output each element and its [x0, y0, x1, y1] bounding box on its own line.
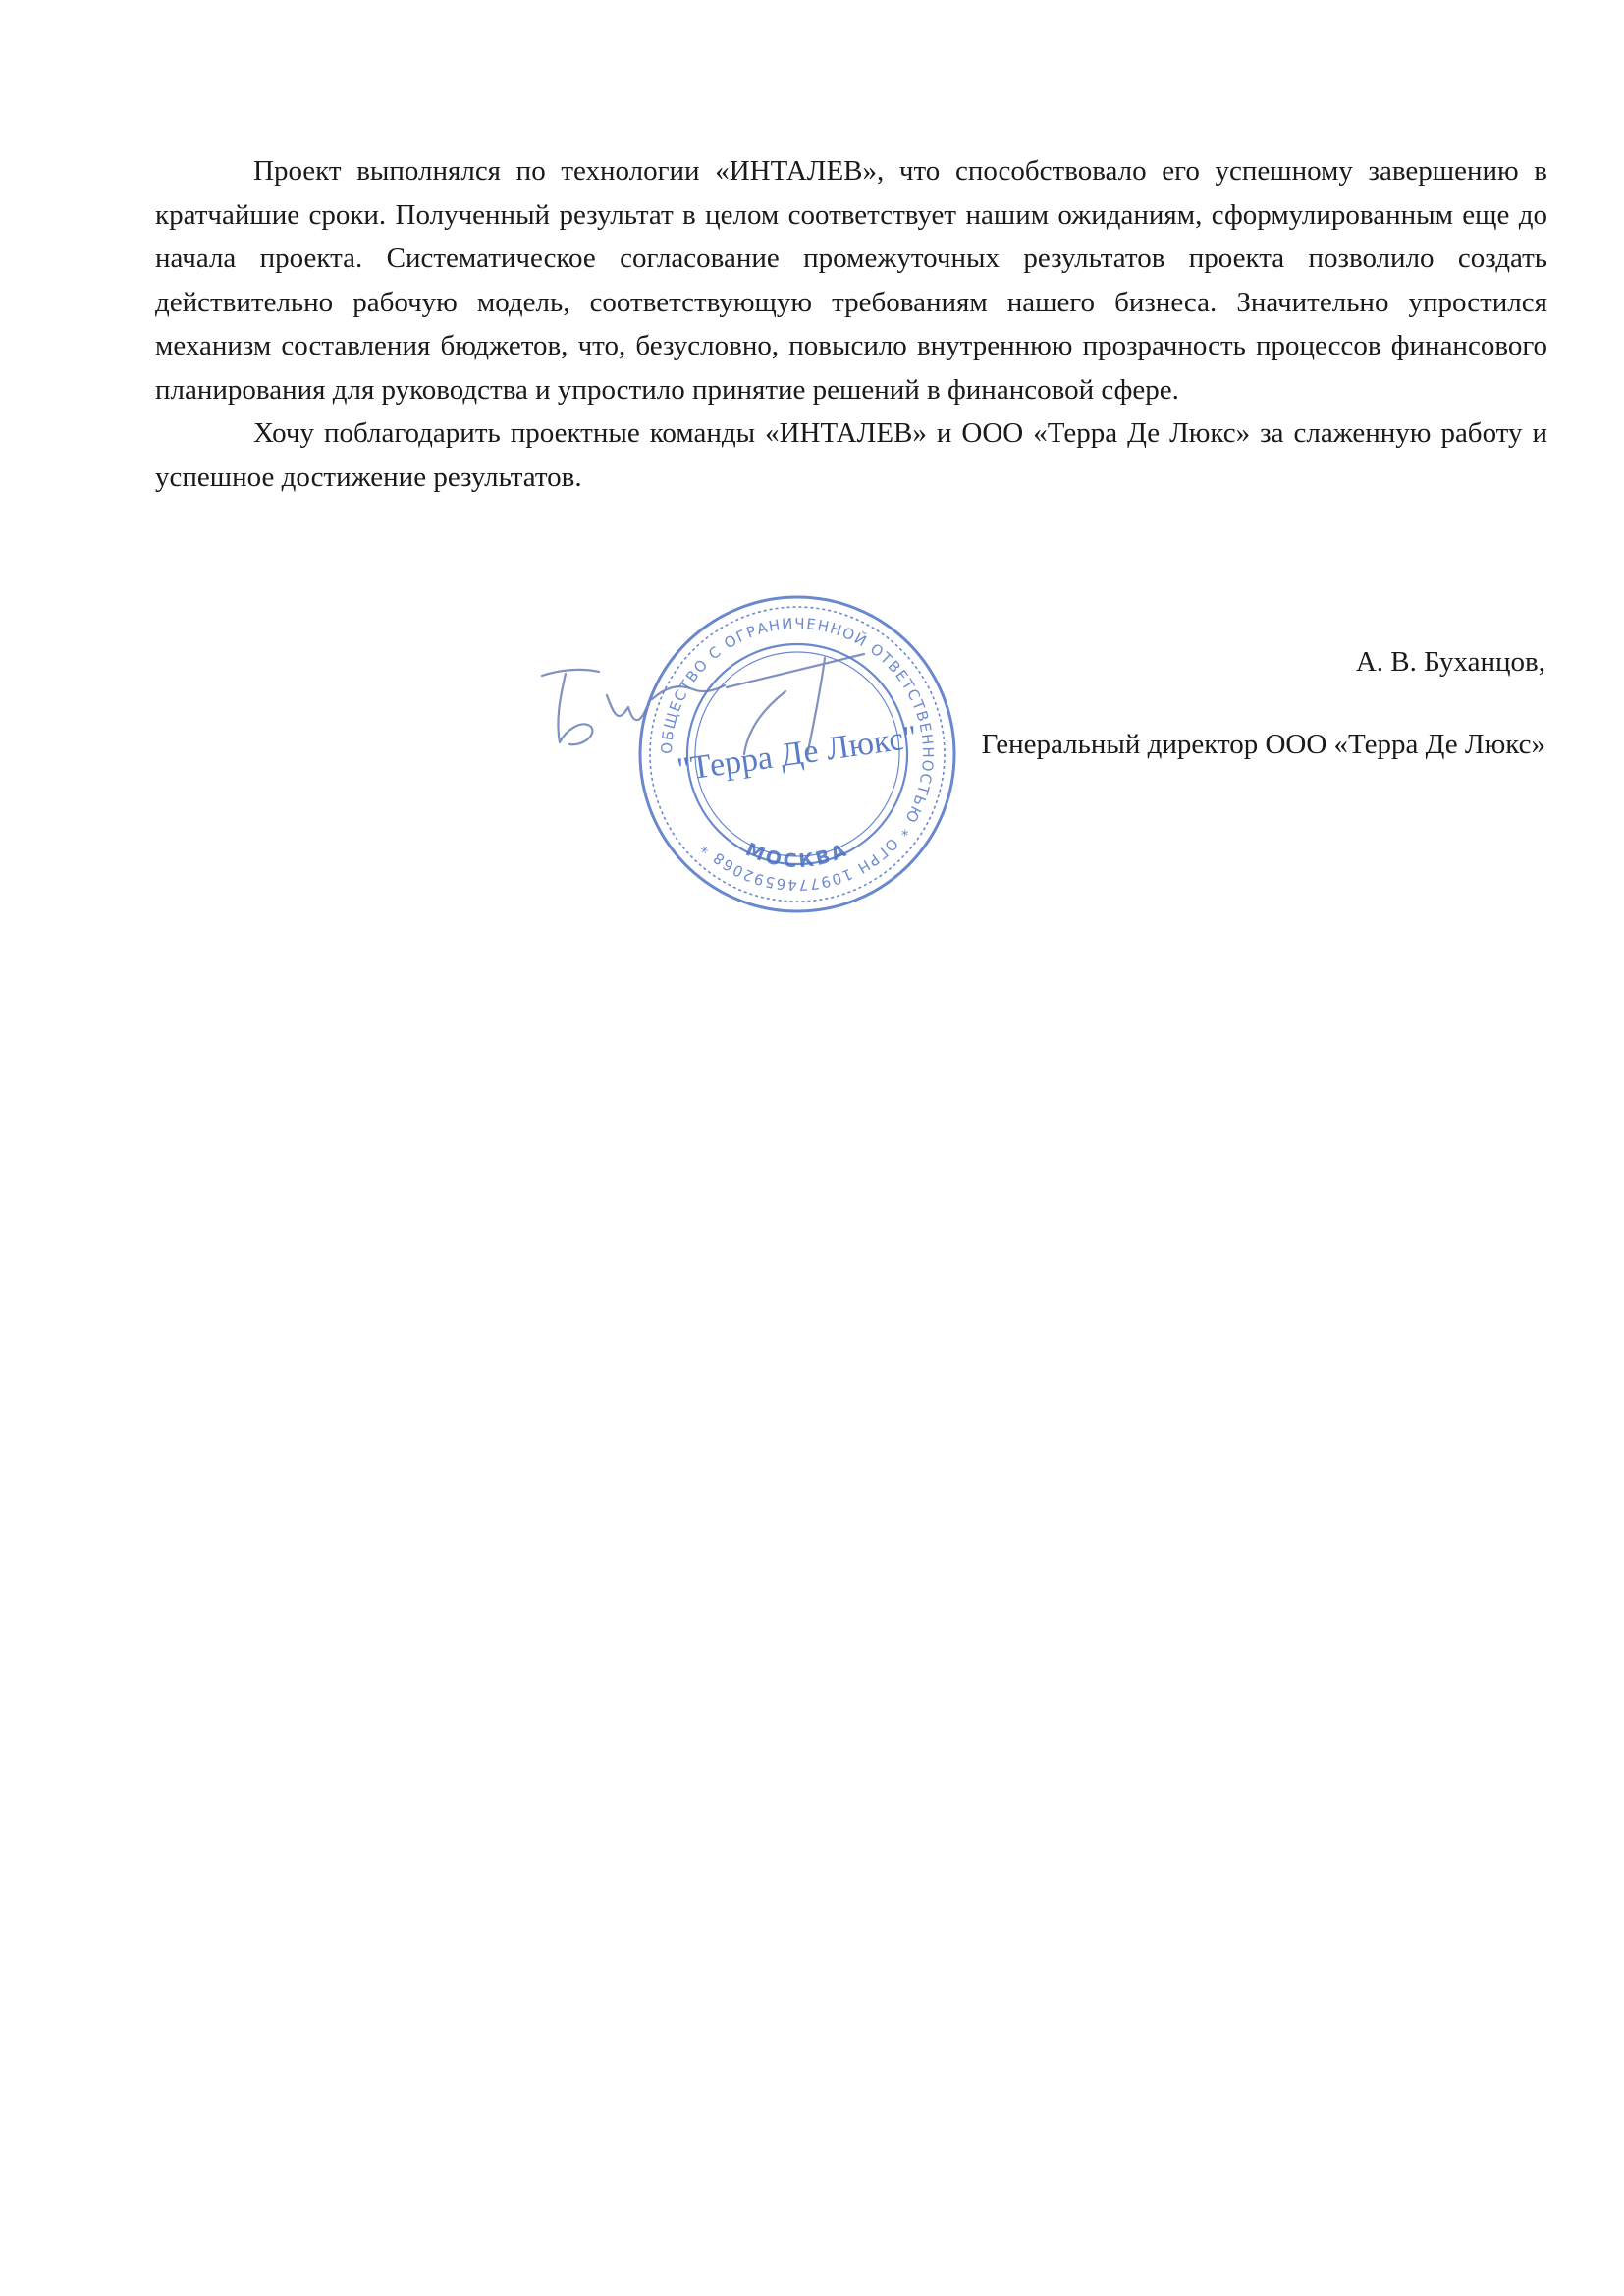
seal-outer-ring-text: ОБЩЕСТВО С ОГРАНИЧЕННОЙ ОТВЕТСТВЕННОСТЬЮ * ОГРН 1097746592068 * — [657, 614, 938, 895]
signatory-title: Генеральный директор ООО «Терра Де Люкс» — [981, 729, 1545, 760]
paragraph-thanks: Хочу поблагодарить проектные команды «ИНТАЛЕВ» и ООО «Терра Де Люкс» за слаженную работу и успешное достижение результатов. — [155, 417, 1547, 493]
signatory-name: А. В. Буханцов, — [1355, 646, 1545, 678]
seal-center-text: "Терра Де Люкс" — [675, 719, 920, 789]
seal-city-text: МОСКВА — [742, 839, 852, 873]
svg-text:МОСКВА — [742, 839, 852, 872]
paragraph-project-summary: Проект выполнялся по технологии «ИНТАЛЕВ», что способствовало его успешному завершению в кратчайшие сроки. Полученный результат в целом соответствует нашим ожиданиям, сформулированным еще до начала проекта. Систематическое согласование промежуточных результатов проекта позволило создать действительно рабочую модель, соответствующую требованиям нашего бизнеса. Значительно упростился механизм составления бюджетов, что, безусловно, повысило внутреннюю прозрачность процессов финансового планирования для руководства и упростило принятие решений в финансовой сфере. — [155, 155, 1547, 406]
handwritten-signature — [530, 648, 923, 776]
letter-body — [155, 149, 1547, 499]
